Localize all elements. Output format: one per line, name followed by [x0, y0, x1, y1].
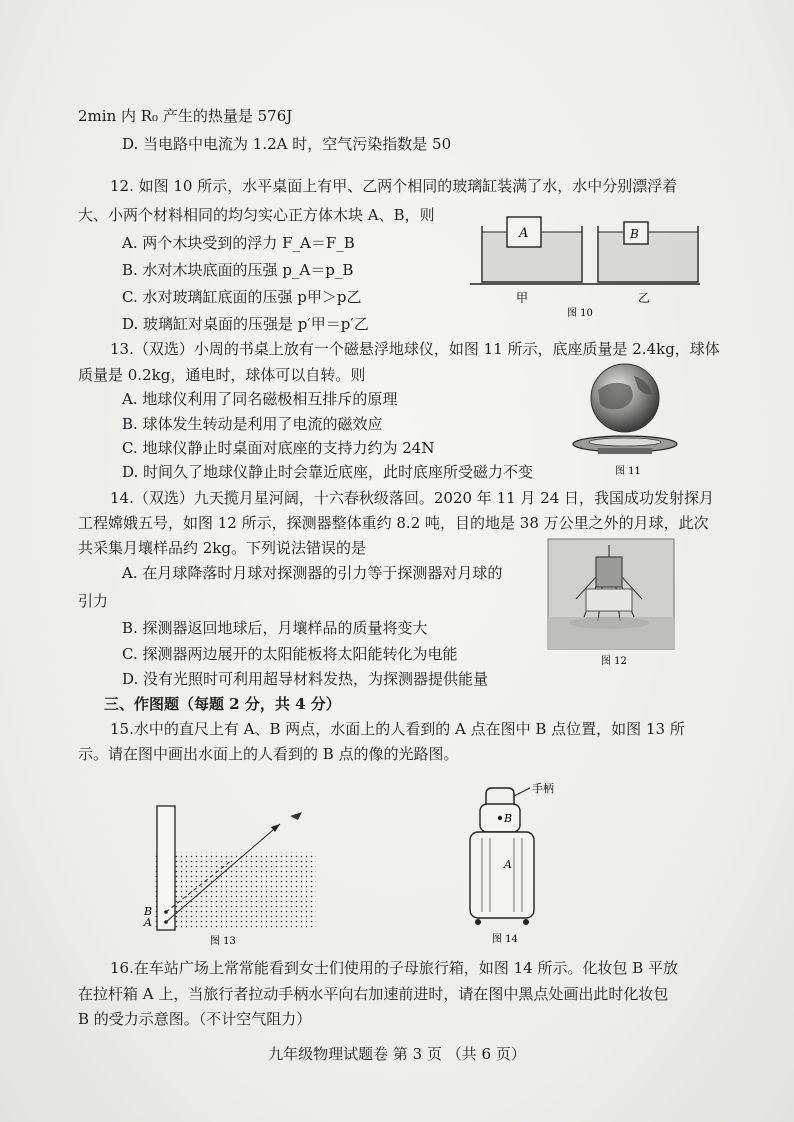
q14-option-b: B. 探测器返回地球后，月壤样品的质量将变大: [122, 619, 428, 637]
q14-stem-1: 14.（双选）九天揽月星河阔，十六春秋级落回。2020 年 11 月 24 日，我国成功发射探月: [110, 489, 715, 507]
q13-stem-1: 13.（双选）小周的书桌上放有一个磁悬浮地球仪，如图 11 所示，底座质量是 2.4kg，球体: [110, 340, 720, 358]
q14-option-a-line1: A. 在月球降落时月球对探测器的引力等于探测器对月球的: [122, 564, 503, 582]
q15-stem-2: 示。请在图中画出水面上的人看到的 B 点的像的光路图。: [78, 745, 459, 763]
page-footer: 九年级物理试题卷 第 3 页 （共 6 页）: [268, 1045, 526, 1063]
q16-stem-1: 16.在车站广场上常常能看到女士们使用的子母旅行箱，如图 14 所示。化妆包 B 平放: [110, 959, 679, 977]
fig14-label-a: A: [504, 858, 512, 871]
q13-option-b: B. 球体发生转动是利用了电流的磁效应: [122, 415, 383, 433]
q11-tail-line: 2min 内 R₀ 产生的热量是 576J: [78, 107, 293, 125]
q13-option-c: C. 地球仪静止时桌面对底座的支持力约为 24N: [122, 439, 435, 457]
figure-10-caption: 图 10: [567, 308, 593, 319]
q12-stem-1: 12. 如图 10 所示，水平桌面上有甲、乙两个相同的玻璃缸装满了水，水中分别漂浮着: [110, 177, 678, 195]
figure-14: [456, 780, 566, 948]
section-3-title: 三、作图题（每题 2 分，共 4 分）: [104, 695, 341, 713]
figure-11-caption: 图 11: [615, 466, 641, 477]
q11-option-d: D. 当电路中电流为 1.2A 时，空气污染指数是 50: [122, 135, 452, 153]
figure-13-caption: 图 13: [210, 936, 236, 947]
q14-option-c: C. 探测器两边展开的太阳能板将太阳能转化为电能: [122, 645, 458, 663]
q12-option-d: D. 玻璃缸对桌面的压强是 p′甲＝p′乙: [122, 315, 369, 333]
figure-13: [140, 800, 320, 950]
q13-option-d: D. 时间久了地球仪静止时会靠近底座，此时底座所受磁力不变: [122, 463, 534, 481]
figure-10: [470, 212, 700, 322]
q12-option-b: B. 水对木块底面的压强 p_A＝p_B: [122, 261, 354, 279]
figure-14-caption: 图 14: [492, 934, 518, 945]
q14-stem-2: 工程嫦娥五号，如图 12 所示，探测器整体重约 8.2 吨，目的地是 38 万公里之外的月球，此次: [78, 514, 709, 532]
q13-stem-2: 质量是 0.2kg，通电时，球体可以自转。则: [78, 366, 366, 384]
q14-option-d: D. 没有光照时可利用超导材料发热，为探测器提供能量: [122, 670, 489, 688]
q12-stem-2: 大、小两个材料相同的均匀实心正方体木块 A、B，则: [78, 206, 435, 224]
figure-12: [546, 537, 676, 669]
label-jia: 甲: [516, 291, 529, 305]
block-a-label: A: [519, 226, 529, 241]
block-b-label: B: [630, 227, 639, 241]
q12-option-c: C. 水对玻璃缸底面的压强 p甲＞p乙: [122, 288, 362, 306]
q15-stem-1: 15.水中的直尺上有 A、B 两点，水面上的人看到的 A 点在图中 B 点位置，如图 13 所: [110, 720, 685, 738]
q13-option-a: A. 地球仪利用了同名磁极相互排斥的原理: [122, 390, 398, 408]
fig13-label-a: A: [144, 916, 152, 929]
fig14-label-b: B: [504, 812, 513, 825]
q16-stem-2: 在拉杆箱 A 上，当旅行者拉动手柄水平向右加速前进时，请在图中黑点处画出此时化妆包: [78, 985, 669, 1003]
figure-11: [568, 360, 684, 480]
fig13-label-b: B: [144, 905, 153, 918]
figure-12-caption: 图 12: [601, 656, 627, 667]
label-yi: 乙: [638, 291, 651, 305]
q14-option-a-line2: 引力: [78, 592, 109, 610]
handle-label: 手柄: [532, 782, 554, 795]
q12-option-a: A. 两个木块受到的浮力 F_A＝F_B: [122, 234, 355, 252]
q14-stem-3: 共采集月壤样品约 2kg。下列说法错误的是: [78, 539, 367, 557]
q16-stem-3: B 的受力示意图。（不计空气阻力）: [78, 1010, 312, 1028]
